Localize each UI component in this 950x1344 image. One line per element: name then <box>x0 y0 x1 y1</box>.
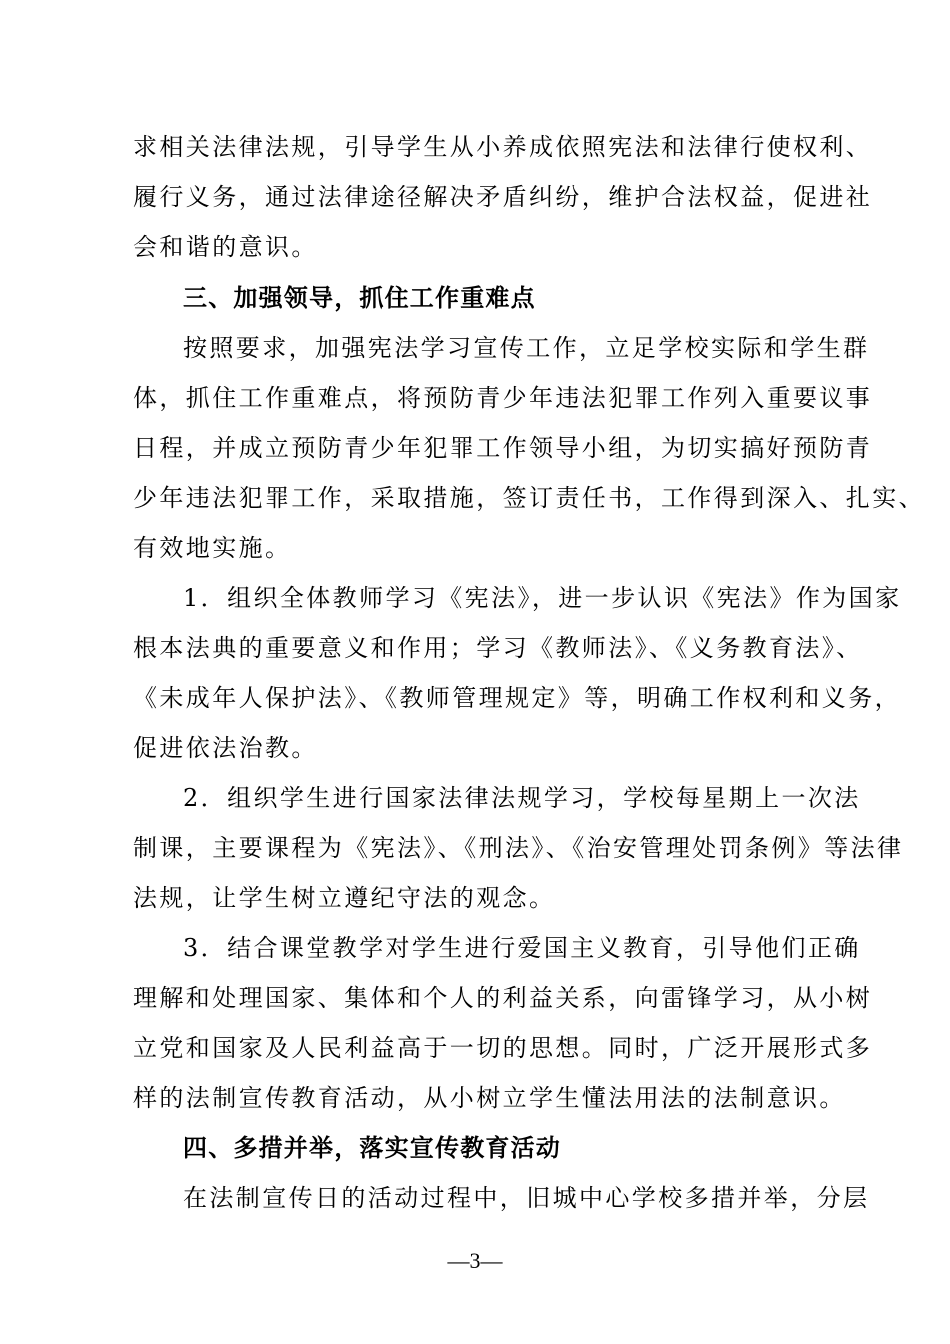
text-line: 促进依法治教。 <box>133 734 318 762</box>
text-line: 在法制宣传日的活动过程中，旧城中心学校多措并举，分层 <box>183 1184 870 1212</box>
text-line: 制课，主要课程为《宪法》、《刑法》、《治安管理处罚条例》等法律 <box>133 834 904 862</box>
section-heading: 四、多措并举，落实宣传教育活动 <box>183 1134 561 1162</box>
text-line: 1．组织全体教师学习《宪法》，进一步认识《宪法》作为国家 <box>183 584 902 612</box>
text-line: 根本法典的重要意义和作用；学习《教师法》、《义务教育法》、 <box>133 634 863 662</box>
text-line: 少年违法犯罪工作，采取措施，签订责任书，工作得到深入、扎实、 <box>133 484 925 512</box>
text-line: 立党和国家及人民利益高于一切的思想。同时，广泛开展形式多 <box>133 1034 873 1062</box>
text-line: 理解和处理国家、集体和个人的利益关系，向雷锋学习，从小树 <box>133 984 873 1012</box>
page-number: —3— <box>447 1248 503 1273</box>
text-line: 履行义务，通过法律途径解决矛盾纠纷，维护合法权益，促进社 <box>133 183 873 211</box>
text-line: 日程，并成立预防青少年犯罪工作领导小组，为切实搞好预防青 <box>133 434 873 462</box>
text-line: 《未成年人保护法》、《教师管理规定》等，明确工作权利和义务， <box>133 684 901 712</box>
text-line: 2．组织学生进行国家法律法规学习，学校每星期上一次法 <box>183 784 861 812</box>
text-line: 法规，让学生树立遵纪守法的观念。 <box>133 884 556 912</box>
text-line: 3．结合课堂教学对学生进行爱国主义教育，引导他们正确 <box>183 934 861 962</box>
text-line: 有效地实施。 <box>133 534 292 562</box>
text-line: 体，抓住工作重难点，将预防青少年违法犯罪工作列入重要议事 <box>133 384 873 412</box>
text-line: 按照要求，加强宪法学习宣传工作，立足学校实际和学生群 <box>183 334 870 362</box>
text-line: 会和谐的意识。 <box>133 233 318 261</box>
text-line: 样的法制宣传教育活动，从小树立学生懂法用法的法制意识。 <box>133 1084 846 1112</box>
section-heading: 三、加强领导，抓住工作重难点 <box>183 284 536 312</box>
text-line: 求相关法律法规，引导学生从小养成依照宪法和法律行使权利、 <box>133 133 873 161</box>
